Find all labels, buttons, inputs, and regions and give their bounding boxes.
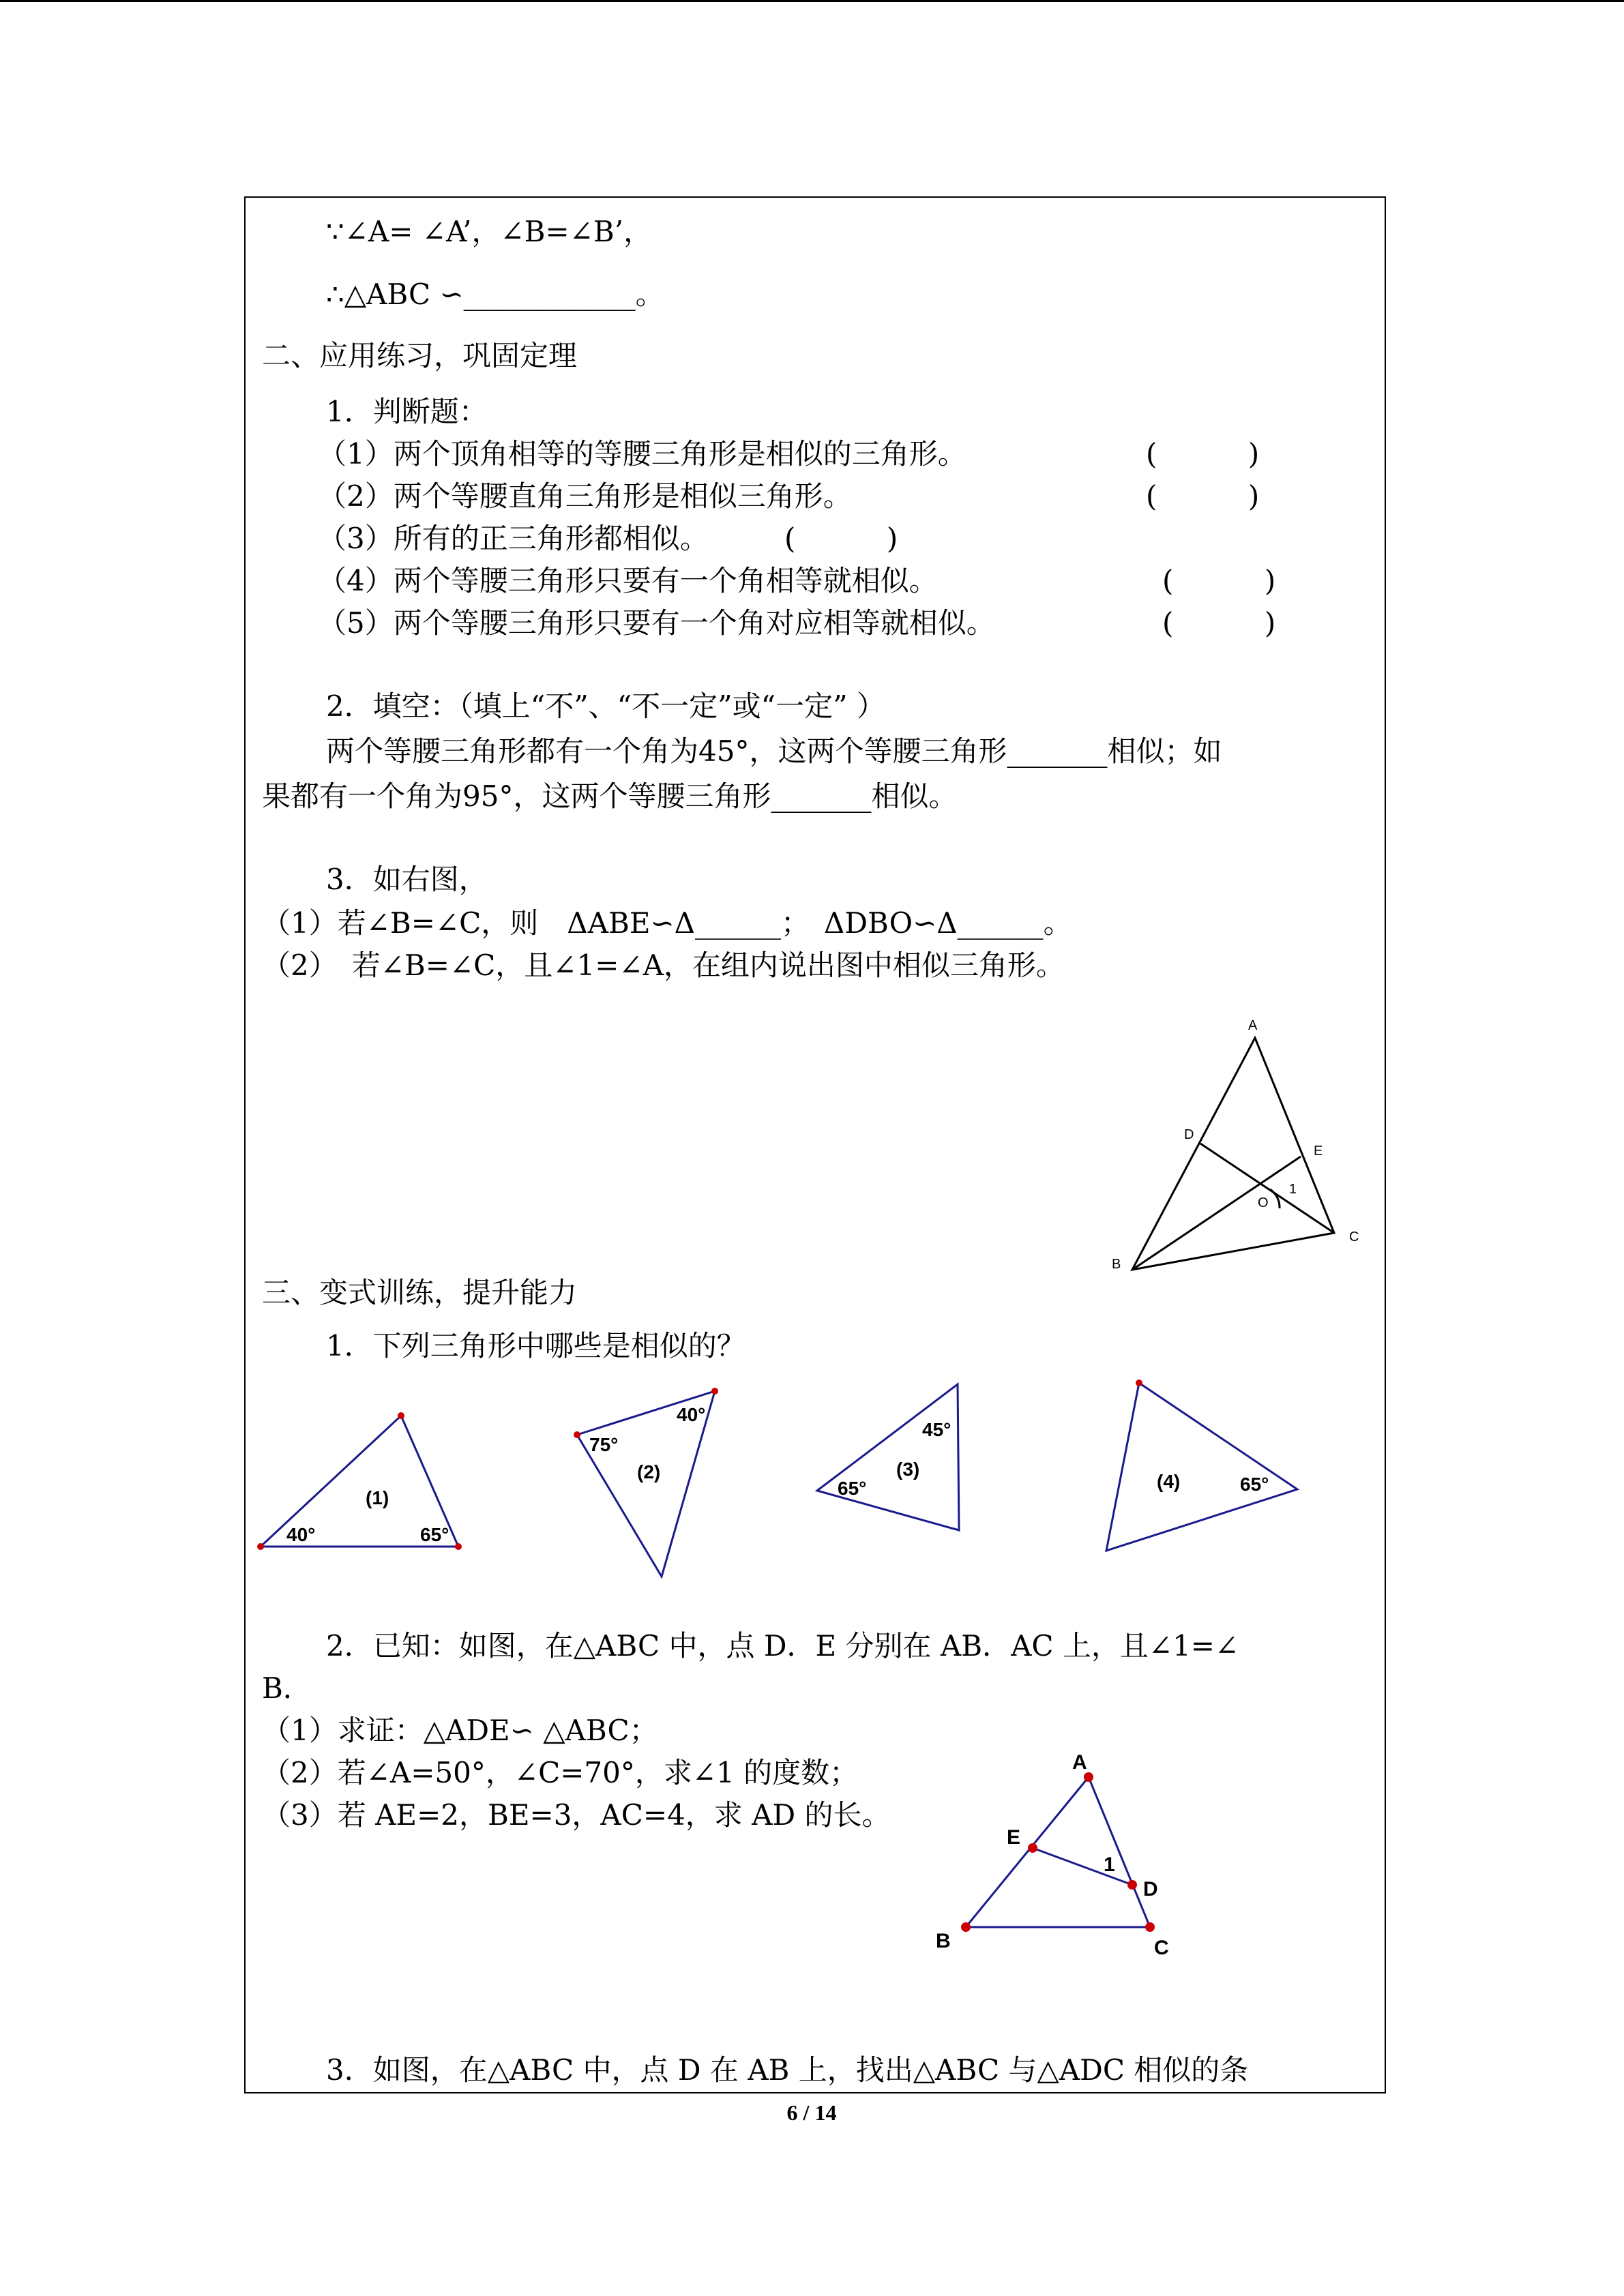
triangle-1-angle-65: 65° <box>420 1524 449 1545</box>
triangle-3-angle-65: 65° <box>838 1478 867 1499</box>
q3-2-sub-2: （2）若∠A=50°，∠C=70°，求∠1 的度数； <box>262 1756 859 1789</box>
label-e: E <box>1007 1826 1021 1849</box>
judge-item-1: （1）两个顶角相等的等腰三角形是相似的三角形。 <box>318 437 966 471</box>
q2-2-line-1: 两个等腰三角形都有一个角为45°，这两个等腰三角形_______相似；如 <box>326 734 1222 768</box>
page-number: 6 / 14 <box>786 2100 837 2125</box>
point-c <box>1145 1922 1155 1932</box>
q2-3-sub-2: （2） 若∠B=∠C，且∠1=∠A，在组内说出图中相似三角形。 <box>262 949 1065 982</box>
q2-3-title: 3．如右图， <box>326 863 488 896</box>
triangle-1-vertex <box>455 1543 462 1550</box>
triangle-3 <box>817 1384 959 1530</box>
label-e: E <box>1314 1144 1323 1159</box>
q2-1-title: 1．判断题： <box>326 395 488 428</box>
point-e <box>1028 1843 1037 1853</box>
label-d: D <box>1143 1878 1158 1900</box>
triangle-abc-outline <box>1132 1038 1334 1270</box>
section-3-title: 三、变式训练，提升能力 <box>262 1276 578 1309</box>
figure-triangle-ade <box>921 1739 1207 1964</box>
triangle-4-label: (4) <box>1157 1471 1181 1492</box>
proof-line-1: ∵∠A= ∠A’，∠B=∠B’， <box>326 215 653 248</box>
figure-four-triangles <box>246 1371 1378 1596</box>
label-angle-1: 1 <box>1289 1182 1297 1197</box>
label-c: C <box>1349 1229 1359 1244</box>
label-d: D <box>1184 1127 1194 1142</box>
triangle-2-vertex <box>574 1431 580 1438</box>
triangle-1-vertex <box>398 1412 404 1419</box>
triangle-4-vertex <box>1136 1380 1142 1386</box>
figure-triangle-abc-cevians <box>1091 1009 1378 1282</box>
judge-item-5: （5）两个等腰三角形只要有一个角对应相等就相似。 <box>318 606 995 640</box>
triangle-1-vertex <box>257 1543 264 1550</box>
q2-2-title: 2．填空：（填上“不”、“不一定”或“一定” ） <box>326 689 885 723</box>
proof-line-2: ∴△ABC ∽____________。 <box>326 278 664 311</box>
judge-item-4: （4）两个等腰三角形只要有一个角相等就相似。 <box>318 564 938 597</box>
triangle-2-angle-40: 40° <box>677 1404 706 1425</box>
q3-2-sub-3: （3）若 AE=2，BE=3，AC=4，求 AD 的长。 <box>262 1798 891 1832</box>
triangle-2-vertex <box>711 1388 718 1395</box>
label-o: O <box>1258 1195 1269 1210</box>
label-a: A <box>1248 1018 1258 1033</box>
judge-item-2: （2）两个等腰直角三角形是相似三角形。 <box>318 479 852 513</box>
triangle-1-label: (1) <box>366 1487 389 1508</box>
q2-3-sub-1: （1）若∠B=∠C，则 ΔABE∽Δ______； ΔDBO∽Δ______。 <box>262 906 1072 940</box>
label-b: B <box>1112 1257 1121 1272</box>
point-a <box>1084 1772 1093 1782</box>
triangle-3-label: (3) <box>896 1459 920 1480</box>
triangle-4 <box>1106 1383 1297 1551</box>
label-a: A <box>1072 1751 1087 1774</box>
judge-paren-2: ( ) <box>1146 479 1260 513</box>
q3-2-line-1: 2．已知：如图，在△ABC 中，点 D．E 分别在 AB．AC 上，且∠1=∠ <box>326 1629 1239 1663</box>
label-b: B <box>936 1930 951 1952</box>
point-d <box>1127 1880 1137 1890</box>
segment-ed <box>1033 1848 1132 1885</box>
q2-2-line-2: 果都有一个角为95°，这两个等腰三角形_______相似。 <box>262 779 958 813</box>
triangle-2-angle-75: 75° <box>589 1434 619 1455</box>
point-b <box>961 1922 971 1932</box>
triangle-1-angle-40: 40° <box>286 1524 316 1545</box>
section-2-title: 二、应用练习，巩固定理 <box>262 339 578 372</box>
label-c: C <box>1154 1937 1169 1959</box>
q3-3-line-1: 3．如图，在△ABC 中，点 D 在 AB 上，找出△ABC 与△ADC 相似的条 <box>326 2053 1249 2087</box>
judge-item-3: （3）所有的正三角形都相似。 <box>318 522 709 555</box>
q3-1-title: 1．下列三角形中哪些是相似的？ <box>326 1329 745 1362</box>
top-border-line <box>0 0 1624 2</box>
q3-2-line-2: B． <box>262 1671 312 1705</box>
judge-paren-4: ( ) <box>1162 564 1276 597</box>
triangle-2-label: (2) <box>637 1461 661 1482</box>
label-angle-1: 1 <box>1104 1853 1115 1876</box>
triangle-3-angle-45: 45° <box>922 1419 951 1440</box>
q3-2-sub-1: （1）求证：△ADE∽ △ABC； <box>262 1714 658 1747</box>
judge-paren-1: ( ) <box>1146 437 1260 471</box>
triangle-abc-outline <box>966 1777 1150 1927</box>
judge-paren-5: ( ) <box>1162 606 1276 640</box>
judge-paren-3: ( ) <box>784 522 898 555</box>
triangle-4-angle-65: 65° <box>1240 1474 1269 1495</box>
segment-be <box>1132 1157 1301 1270</box>
